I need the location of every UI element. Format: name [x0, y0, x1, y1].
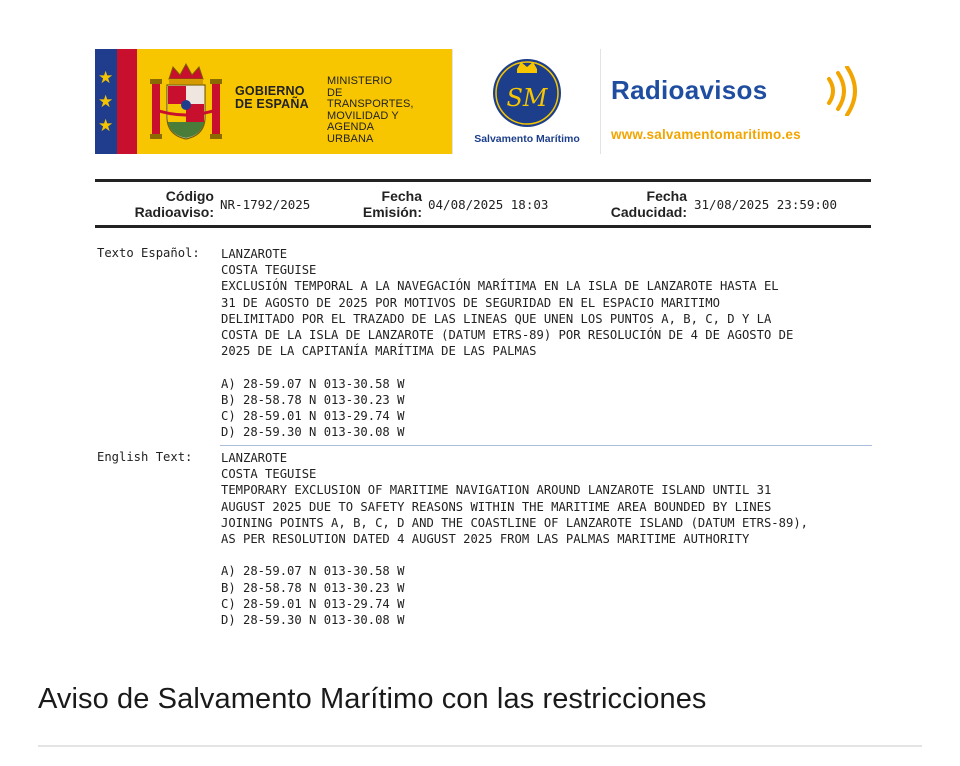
- text-line: EXCLUSIÓN TEMPORAL A LA NAVEGACIÓN MARÍTIMA EN LA ISLA DE LANZAROTE HASTA EL: [221, 279, 779, 294]
- text-line: DELIMITADO POR EL TRAZADO DE LAS LINEAS QUE UNEN LOS PUNTOS A, B, C, D Y LA: [221, 311, 772, 326]
- text-line: AS PER RESOLUTION DATED 4 AUGUST 2025 FROM LAS PALMAS MARITIME AUTHORITY: [221, 531, 750, 546]
- government-block: [137, 49, 416, 154]
- radio-waves-icon: [823, 66, 863, 116]
- codigo-label: Código Radioaviso:: [134, 188, 214, 220]
- government-of-spain-text: GOBIERNO DE ESPAÑA: [235, 84, 309, 111]
- salvamento-maritimo-caption: Salvamento Marítimo: [474, 133, 580, 145]
- coordinate-point: B) 28-58.78 N 013-30.23 W: [221, 392, 405, 407]
- coordinate-point: D) 28-59.30 N 013-30.08 W: [221, 612, 405, 627]
- text-line: AUGUST 2025 DUE TO SAFETY REASONS WITHIN THE MARITIME AREA BOUNDED BY LINES: [221, 499, 772, 514]
- coat-of-arms-icon: [149, 61, 223, 143]
- coordinate-point: C) 28-59.01 N 013-29.74 W: [221, 408, 405, 423]
- salvamento-maritimo-logo-icon: [490, 54, 564, 128]
- text-line: COSTA TEGUISE: [221, 263, 317, 278]
- text-line: JOINING POINTS A, B, C, D AND THE COASTLINE OF LANZAROTE ISLAND (DATUM ETRS-89),: [221, 515, 808, 530]
- banner: [95, 49, 871, 154]
- text-line: 31 DE AGOSTO DE 2025 POR MOTIVOS DE SEGURIDAD EN EL ESPACIO MARITIMO: [221, 295, 720, 310]
- image-caption: Aviso de Salvamento Marítimo con las restricciones: [38, 683, 707, 715]
- coordinate-point: C) 28-59.01 N 013-29.74 W: [221, 596, 405, 611]
- english-text-body: [221, 450, 881, 628]
- header-bottom-rule: [95, 225, 871, 228]
- text-line: COSTA TEGUISE: [221, 467, 317, 482]
- radioavisos-title: Radioavisos: [611, 75, 768, 105]
- coordinate-point: B) 28-58.78 N 013-30.23 W: [221, 580, 405, 595]
- codigo-value: NR-1792/2025: [220, 197, 311, 212]
- english-text-label: English Text:: [97, 450, 193, 464]
- text-line: LANZAROTE: [221, 247, 288, 261]
- star-icon: ★: [98, 68, 114, 87]
- coordinate-point: A) 28-59.07 N 013-30.58 W: [221, 376, 405, 391]
- star-icon: ★: [98, 116, 114, 135]
- text-line: LANZAROTE: [221, 451, 288, 465]
- emision-label: Fecha Emisión:: [362, 188, 422, 220]
- text-line: COSTA DE LA ISLA DE LANZAROTE (DATUM ETRS-89) POR RESOLUCIÓN DE 4 DE AGOSTO DE: [221, 327, 794, 342]
- star-icon: ★: [98, 92, 114, 111]
- ministry-text: MINISTERIO DE TRANSPORTES, MOVILIDAD Y AGENDA URBANA: [327, 75, 414, 145]
- eu-flag-strip: [95, 49, 137, 154]
- header-top-rule: [95, 179, 871, 182]
- text-line: TEMPORARY EXCLUSION OF MARITIME NAVIGATION AROUND LANZAROTE ISLAND UNTIL 31: [221, 483, 772, 498]
- caducidad-label: Fecha Caducidad:: [610, 188, 687, 220]
- coordinate-point: D) 28-59.30 N 013-30.08 W: [221, 425, 405, 440]
- caducidad-value: 31/08/2025 23:59:00: [694, 197, 837, 212]
- caption-divider: [38, 745, 922, 747]
- spanish-text-body: [221, 246, 881, 440]
- radioavisos-block: [600, 49, 872, 154]
- text-line: 2025 DE LA CAPITANÍA MARÍTIMA DE LAS PALMAS: [221, 344, 537, 359]
- spanish-text-label: Texto Español:: [97, 246, 200, 260]
- salvamento-maritimo-block: [452, 49, 601, 154]
- website-url: www.salvamentomaritimo.es: [611, 127, 801, 142]
- section-divider: [220, 445, 872, 446]
- svg-text:SM: SM: [506, 84, 548, 112]
- coordinate-point: A) 28-59.07 N 013-30.58 W: [221, 564, 405, 579]
- emision-value: 04/08/2025 18:03: [428, 197, 549, 212]
